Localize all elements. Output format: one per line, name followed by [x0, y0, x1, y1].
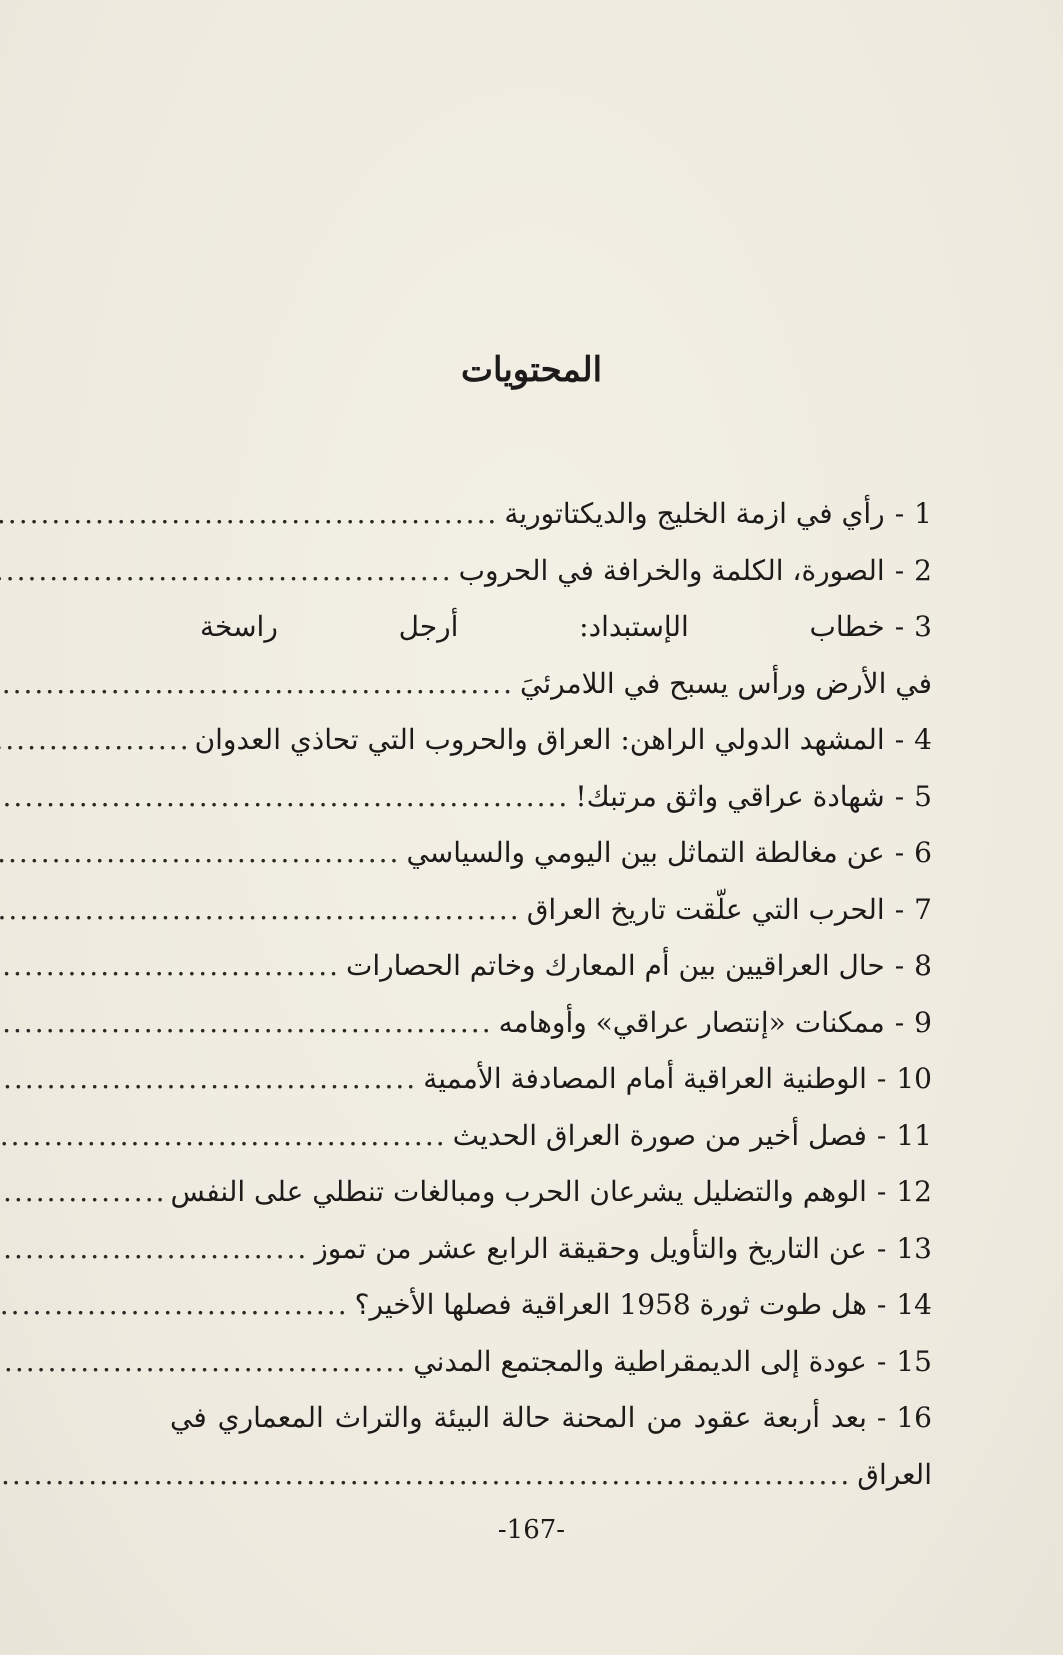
toc-entry-5 [170, 769, 932, 826]
toc-entry-number: 7 [914, 892, 932, 926]
toc-entry-separator: - [876, 1118, 887, 1152]
toc-entry-title: الصورة، الكلمة والخرافة في الحروب [458, 553, 885, 587]
toc-dot-leader [0, 1164, 167, 1221]
page-title: المحتويات [460, 350, 603, 390]
toc-entry-number: 9 [914, 1005, 932, 1039]
toc-entry-number: 10 [896, 1062, 932, 1095]
toc-dot-leader [0, 995, 493, 1052]
toc-entry-separator: - [894, 949, 905, 982]
toc-entry-separator: - [876, 1288, 887, 1321]
toc-dot-leader [0, 1108, 447, 1165]
toc-entry-separator: - [894, 1005, 905, 1039]
toc-entry-separator: - [894, 836, 905, 869]
toc-entry-separator: - [876, 1344, 887, 1378]
toc-entry-number: 5 [914, 779, 932, 813]
toc-entry-separator: - [876, 1401, 887, 1434]
toc-entry-3-continued [170, 656, 932, 713]
toc-entry-title: هل طوت ثورة 1958 العراقية فصلها الأخير؟ [354, 1288, 867, 1321]
toc-entry-title: المشهد الدولي الراهن: العراق والحروب التي تحاذي العدوان [194, 723, 885, 756]
toc-entry-11 [170, 1108, 932, 1165]
toc-dot-leader [0, 712, 191, 769]
toc-entry-separator: - [894, 553, 905, 587]
toc-entry-separator: - [876, 1175, 887, 1208]
toc-entry-number: 15 [896, 1344, 932, 1378]
toc-dot-leader [0, 1051, 417, 1108]
toc-entry-14 [170, 1277, 932, 1334]
toc-entry-number: 1 [914, 497, 932, 530]
toc-entry-title: الحرب التي علّقت تاريخ العراق [526, 892, 885, 926]
toc-entry-3 [170, 599, 932, 656]
toc-entry-title: عن التاريخ والتأويل وحقيقة الرابع عشر من تموز [314, 1231, 867, 1265]
toc-entry-7 [170, 882, 932, 939]
toc-dot-leader [0, 1221, 308, 1278]
toc-entry-8 [170, 938, 932, 995]
toc-entry-title: العراق [857, 1457, 932, 1491]
toc-entry-title: في الأرض ورأس يسبح في اللامرئيَ [520, 666, 932, 700]
toc-entry-title: عن مغالطة التماثل بين اليومي والسياسي [406, 836, 885, 869]
toc-entry-title: خطاب الإستبداد: أرجل راسخة [200, 610, 885, 643]
toc-dot-leader [0, 656, 514, 713]
toc-dot-leader [0, 938, 340, 995]
toc-entry-number: 12 [896, 1175, 932, 1208]
toc-entry-separator: - [894, 892, 905, 926]
toc-entry-title: الوهم والتضليل يشرعان الحرب ومبالغات تنطلي على النفس [170, 1175, 867, 1208]
toc-entry-12 [170, 1164, 932, 1221]
toc-entry-2 [170, 543, 932, 600]
toc-entry-6 [170, 825, 932, 882]
toc-entry-title: فصل أخير من صورة العراق الحديث [452, 1118, 867, 1152]
toc-entry-16-continued [170, 1447, 932, 1504]
toc-entry-separator: - [876, 1231, 887, 1265]
toc-entry-title: الوطنية العراقية أمام المصادفة الأممية [423, 1062, 867, 1095]
toc-entry-10 [170, 1051, 932, 1108]
toc-entry-9 [170, 995, 932, 1052]
toc-entry-title: بعد أربعة عقود من المحنة حالة البيئة والتراث المعماري في [170, 1401, 867, 1434]
toc-entry-title: رأي في ازمة الخليج والديكتاتورية [504, 497, 885, 530]
toc-dot-leader [0, 1447, 851, 1504]
toc-entry-number: 8 [914, 949, 932, 982]
toc-dot-leader [0, 1334, 407, 1391]
toc-entry-number: 4 [914, 723, 932, 756]
toc-entry-number: 2 [914, 553, 932, 587]
toc-entry-number: 13 [896, 1231, 932, 1265]
toc-entry-number: 6 [914, 836, 932, 869]
toc-entry-separator: - [894, 723, 905, 756]
toc-entry-separator: - [894, 497, 905, 530]
toc-entry-13 [170, 1221, 932, 1278]
toc-entry-title: شهادة عراقي واثق مرتبك! [575, 779, 885, 813]
toc-entry-separator: - [894, 779, 905, 813]
toc-dot-leader [0, 882, 521, 939]
toc-entry-15 [170, 1334, 932, 1391]
toc-entry-number: 11 [896, 1118, 932, 1152]
toc-entry-4 [170, 712, 932, 769]
toc-entry-number: 3 [914, 610, 932, 643]
page-number: -167- [497, 1515, 566, 1545]
toc-dot-leader [0, 486, 498, 543]
toc-entry-number: 14 [896, 1288, 932, 1321]
toc-entry-title: ممكنات «إنتصار عراقي» وأوهامه [498, 1005, 885, 1039]
toc-dot-leader [0, 543, 453, 600]
toc-dot-leader [0, 769, 569, 826]
toc-entry-number: 16 [896, 1401, 932, 1434]
toc-entry-1 [170, 486, 932, 543]
toc-entry-separator: - [876, 1062, 887, 1095]
table-of-contents [170, 486, 932, 1503]
toc-entry-title: عودة إلى الديمقراطية والمجتمع المدني [413, 1344, 867, 1378]
toc-dot-leader [0, 825, 400, 882]
toc-dot-leader [0, 1277, 349, 1334]
toc-entry-16 [170, 1390, 932, 1447]
toc-entry-separator: - [894, 610, 905, 643]
toc-entry-title: حال العراقيين بين أم المعارك وخاتم الحصارات [346, 949, 885, 982]
